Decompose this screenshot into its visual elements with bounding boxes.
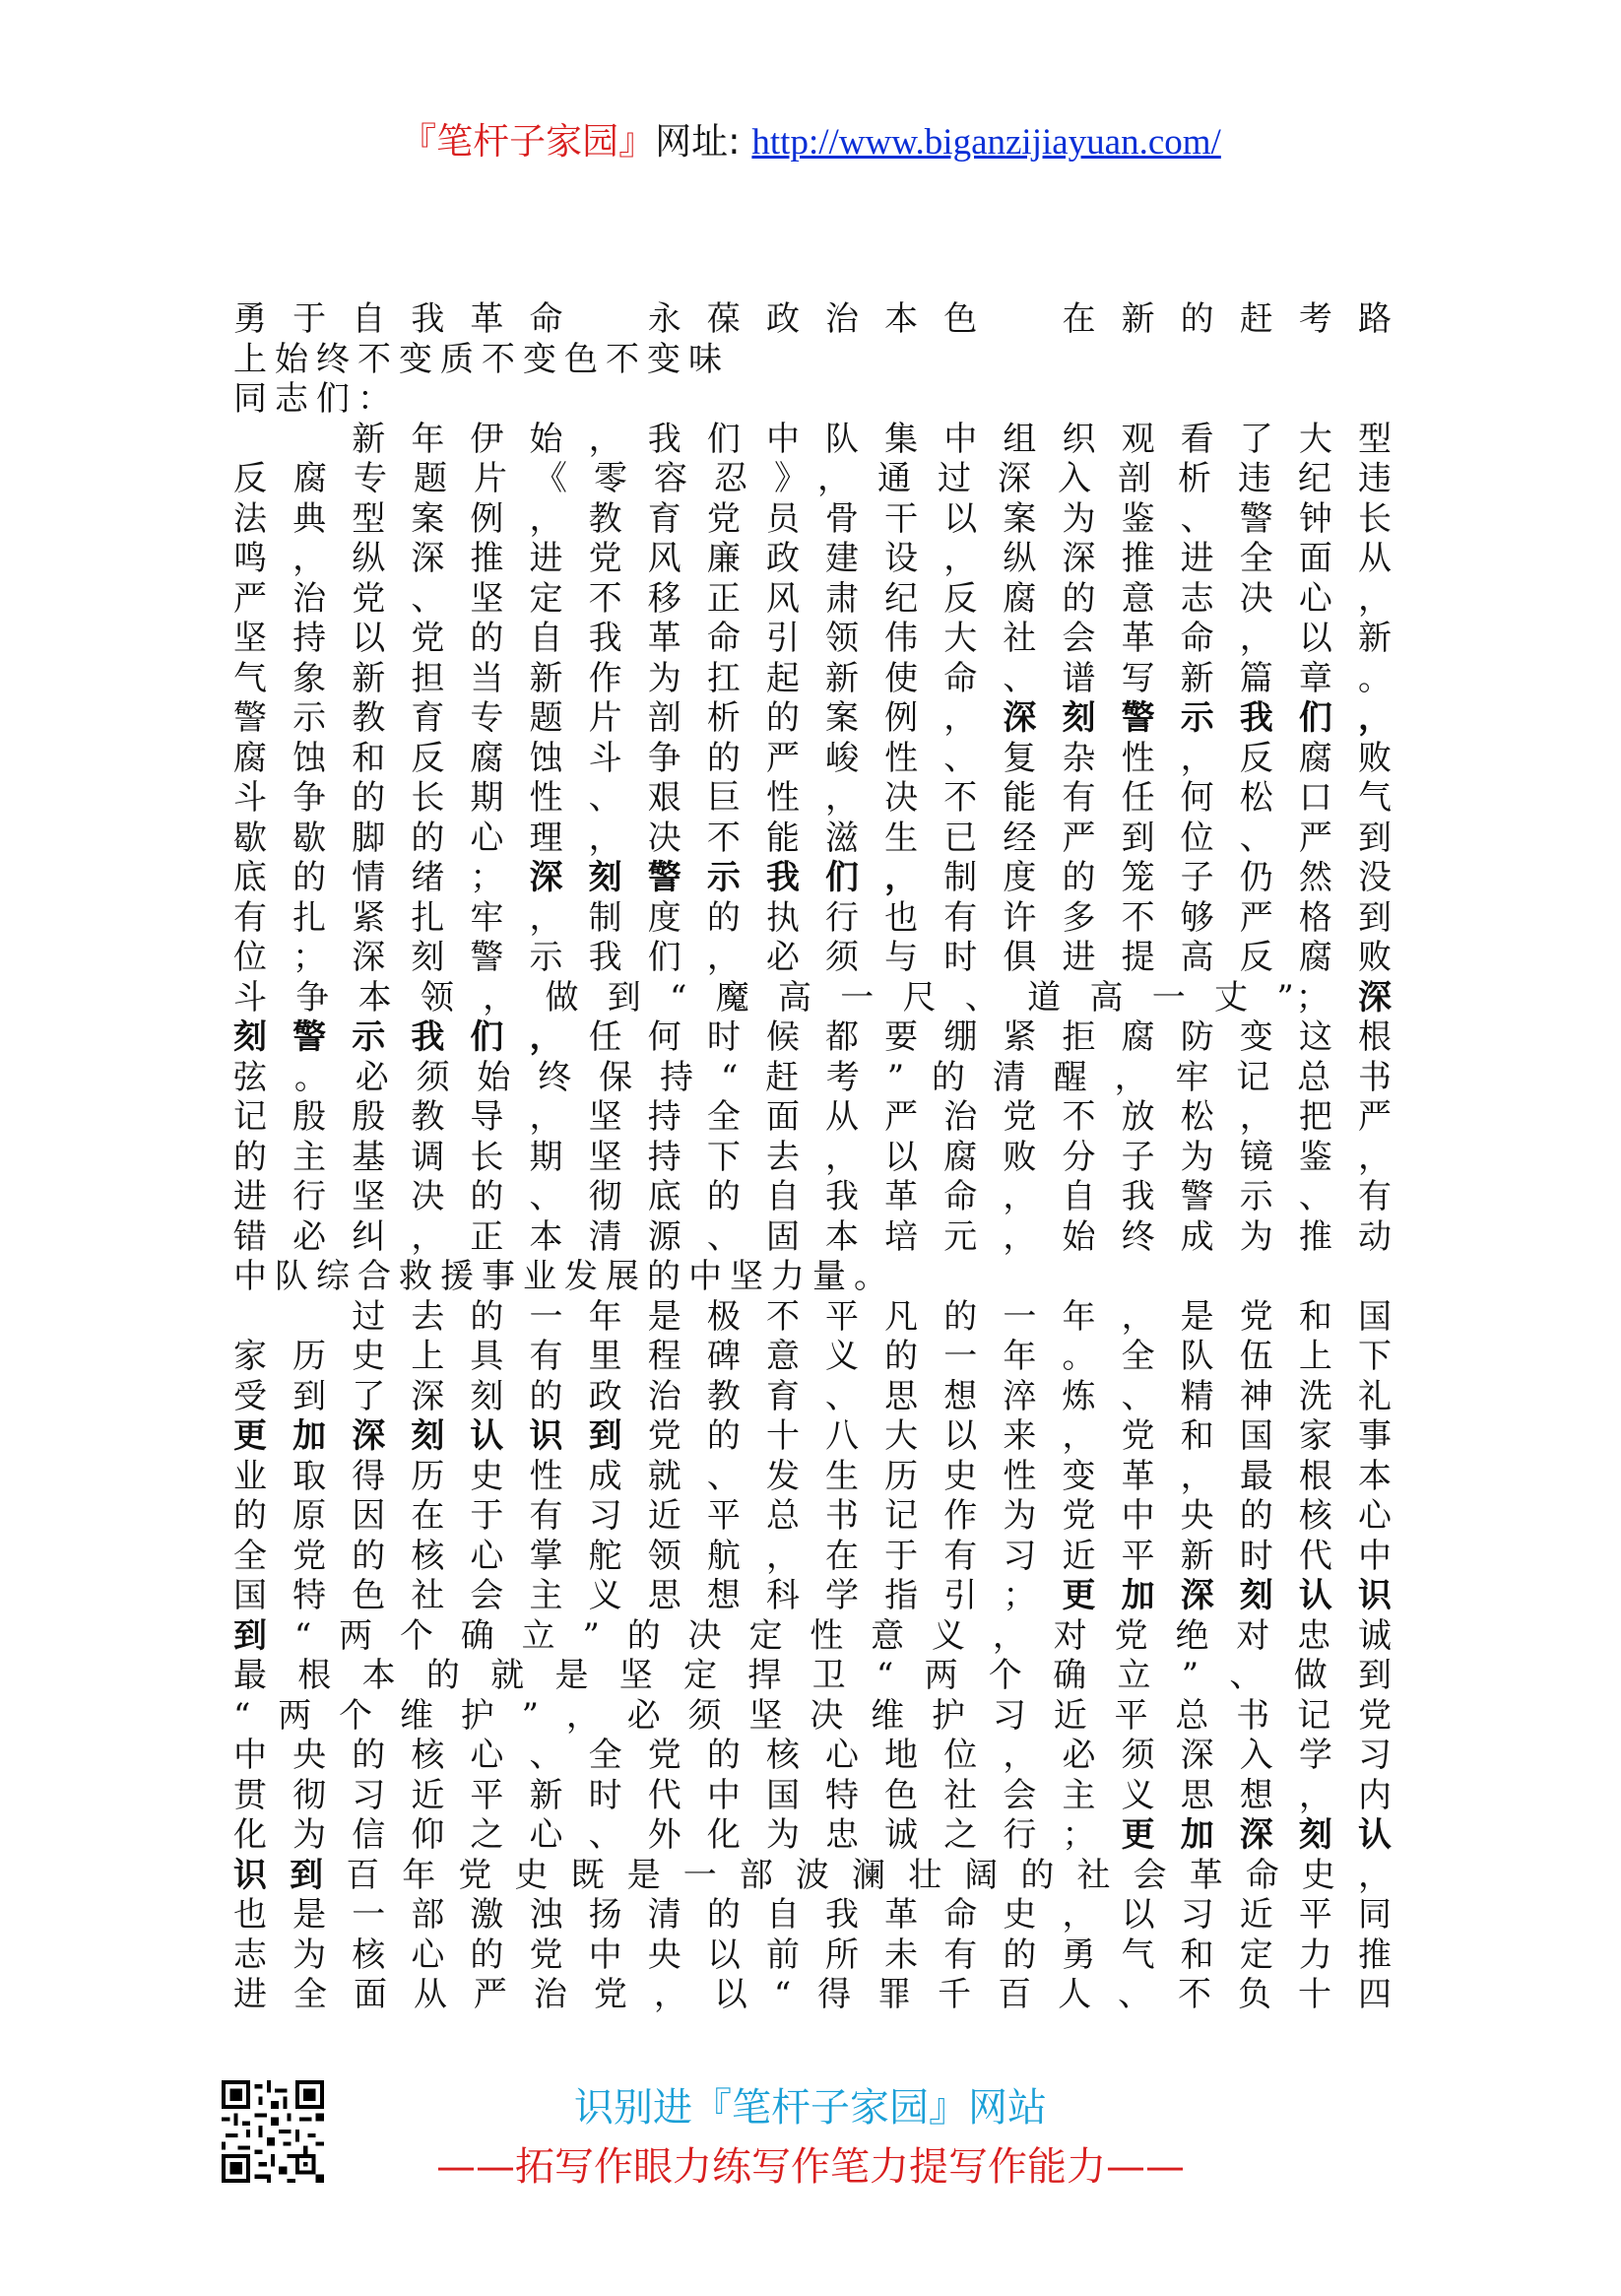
text-line bbox=[233, 1297, 1394, 1338]
text-segment: 的原因在于有习近平总书记作为党中央的核心 bbox=[233, 1496, 1394, 1536]
text-line bbox=[233, 579, 1394, 620]
url-separator: : bbox=[728, 120, 741, 163]
text-line bbox=[233, 898, 1394, 939]
bold-emphasis: 深刻警示我们， bbox=[1003, 698, 1394, 738]
text-segment: 位；深刻警示我们，必须与时俱进提高反腐败 bbox=[233, 938, 1394, 977]
text-segment: 进全面从严治党，以“得罪千百人、不负十四 bbox=[233, 1975, 1394, 2014]
text-line bbox=[233, 819, 1394, 859]
text-line bbox=[233, 1416, 1394, 1457]
url-label: 网址 bbox=[655, 120, 729, 163]
text-line bbox=[233, 299, 1394, 340]
text-line bbox=[233, 1377, 1394, 1417]
text-segment: 化为信仰之心、外化为忠诚之行； bbox=[233, 1815, 1098, 1855]
site-url-link[interactable]: http://www.biganzijiayuan.com/ bbox=[751, 122, 1221, 163]
text-line bbox=[233, 1138, 1394, 1178]
text-segment: 法典型案例，教育党员骨干以案为鉴、警钟长 bbox=[233, 498, 1394, 539]
text-line bbox=[233, 978, 1394, 1018]
text-segment: 党的十八大以来，党和国家事 bbox=[647, 1416, 1394, 1456]
text-line bbox=[233, 1496, 1394, 1537]
text-segment: 家历史上具有里程碑意义的一年。全队伍上下 bbox=[233, 1337, 1394, 1376]
text-line bbox=[233, 499, 1394, 540]
text-line bbox=[233, 340, 1394, 380]
text-line bbox=[233, 1815, 1394, 1856]
text-line bbox=[233, 739, 1394, 779]
text-segment: 底的情绪； bbox=[233, 858, 506, 897]
text-line bbox=[233, 459, 1394, 499]
text-line bbox=[233, 1656, 1394, 1696]
text-segment: 腐蚀和反腐蚀斗争的严峻性、复杂性，反腐败 bbox=[233, 738, 1394, 778]
text-segment: 国特色社会主义思想科学指引； bbox=[233, 1576, 1039, 1615]
text-segment: 上始终不变质不变色不变味 bbox=[233, 339, 730, 379]
page-header bbox=[0, 116, 1621, 168]
text-line bbox=[233, 539, 1394, 579]
text-line bbox=[233, 1257, 1394, 1297]
text-line bbox=[233, 1736, 1394, 1776]
text-segment: 勇于自我革命 永葆政治本色 在新的赶考路 bbox=[233, 299, 1394, 339]
text-segment: “两个维护”，必须坚决维护习近平总书记党 bbox=[233, 1695, 1394, 1736]
text-segment: 中队综合救援事业发展的中坚力量。 bbox=[233, 1257, 895, 1296]
text-segment: 错必纠，正本清源、固本培元，始终成为推动 bbox=[233, 1216, 1394, 1257]
text-line bbox=[233, 698, 1394, 739]
text-segment: 严治党、坚定不移正风肃纪反腐的意志决心， bbox=[233, 578, 1394, 619]
text-segment: 受到了深刻的政治教育、思想淬炼、精神洗礼 bbox=[233, 1376, 1394, 1416]
bold-emphasis: 深刻警示我们， bbox=[505, 858, 944, 897]
text-segment: 斗争的长期性、艰巨性，决不能有任何松口气 bbox=[233, 778, 1394, 818]
text-line bbox=[233, 1097, 1394, 1138]
text-segment: 同志们： bbox=[233, 379, 399, 419]
text-segment: 过去的一年是极不平凡的一年，是党和国 bbox=[233, 1296, 1394, 1337]
text-segment: 最根本的就是坚定捍卫“两个确立”、做到 bbox=[233, 1656, 1394, 1695]
text-line bbox=[233, 1776, 1394, 1816]
text-line bbox=[233, 1457, 1394, 1497]
text-segment: 鸣，纵深推进党风廉政建设，纵深推进全面从 bbox=[233, 539, 1394, 578]
text-segment: 有扎紧扎牢，制度的执行也有许多不够严格到 bbox=[233, 897, 1394, 938]
bold-emphasis: 更加深刻认识 bbox=[1038, 1576, 1394, 1615]
text-segment: 百年党史既是一部波澜壮阔的社会革命史， bbox=[346, 1855, 1394, 1895]
text-segment: 志为核心的党中央以前所未有的勇气和定力推 bbox=[233, 1935, 1394, 1975]
text-segment: 斗争本领，做到“魔高一尺、道高一丈”； bbox=[233, 977, 1331, 1017]
footer-tagline: ——拓写作眼力练写作笔力提写作能力—— bbox=[436, 2144, 1185, 2190]
text-segment: 反腐专题片《零容忍》，通过深入剖析违纪违 bbox=[233, 459, 1394, 498]
text-line bbox=[233, 938, 1394, 978]
text-line bbox=[233, 1975, 1394, 2015]
text-line bbox=[233, 1177, 1394, 1217]
bold-emphasis: 更加深刻认识到 bbox=[233, 1416, 648, 1456]
bold-emphasis: 更加深刻认 bbox=[1097, 1815, 1394, 1855]
text-segment: 记殷殷教导，坚持全面从严治党不放松，把严 bbox=[233, 1097, 1394, 1137]
text-segment: 新年伊始，我们中队集中组织观看了大型 bbox=[233, 419, 1394, 459]
text-segment: 进行坚决的、彻底的自我革命，自我警示、有 bbox=[233, 1177, 1394, 1216]
bold-emphasis: 到 bbox=[233, 1615, 294, 1656]
footer-slogan: 识别进『笔杆子家园』网站 bbox=[574, 2085, 1047, 2131]
text-line bbox=[233, 1058, 1394, 1098]
text-segment: 中央的核心、全党的核心地位，必须深入学习 bbox=[233, 1736, 1394, 1775]
text-segment: 全党的核心掌舵领航，在于有习近平新时代中 bbox=[233, 1536, 1394, 1576]
text-line bbox=[233, 1935, 1394, 1976]
text-segment: 也是一部激浊扬清的自我革命史，以习近平同 bbox=[233, 1895, 1394, 1935]
text-line bbox=[233, 858, 1394, 898]
text-line bbox=[233, 1337, 1394, 1377]
text-segment: 制度的笼子仍然没 bbox=[943, 858, 1394, 897]
text-line bbox=[233, 778, 1394, 819]
article-body bbox=[233, 299, 1394, 2015]
text-line bbox=[233, 1856, 1394, 1896]
text-segment: 弦。必须始终保持“赶考”的清醒，牢记总书 bbox=[233, 1057, 1394, 1097]
text-segment: 任何时候都要绷紧拒腐防变这根 bbox=[588, 1017, 1394, 1057]
text-segment: 业取得历史性成就、发生历史性变革，最根本 bbox=[233, 1456, 1394, 1496]
text-line bbox=[233, 420, 1394, 460]
text-line bbox=[233, 1217, 1394, 1258]
text-segment: 坚持以党的自我革命引领伟大社会革命，以新 bbox=[233, 619, 1394, 658]
text-line bbox=[233, 1696, 1394, 1737]
text-segment: 的主基调长期坚持下去，以腐败分子为镜鉴， bbox=[233, 1137, 1394, 1177]
text-line bbox=[233, 1537, 1394, 1577]
text-segment: 气象新担当新作为扛起新使命、谱写新篇章。 bbox=[233, 658, 1394, 698]
text-line bbox=[233, 1576, 1394, 1616]
bold-emphasis: 深 bbox=[1330, 977, 1394, 1017]
bold-emphasis: 刻警示我们， bbox=[233, 1017, 589, 1057]
text-segment: 歇歇脚的心理，决不能滋生已经严到位、严到 bbox=[233, 818, 1394, 858]
text-line bbox=[233, 1895, 1394, 1935]
bold-emphasis: 识到 bbox=[233, 1855, 347, 1895]
text-segment: 警示教育专题片剖析的案例， bbox=[233, 698, 1004, 738]
text-line bbox=[233, 1017, 1394, 1058]
text-line bbox=[233, 619, 1394, 659]
site-name: 『笔杆子家园』 bbox=[400, 120, 656, 163]
text-line bbox=[233, 379, 1394, 420]
text-segment: 贯彻习近平新时代中国特色社会主义思想，内 bbox=[233, 1775, 1394, 1815]
text-line bbox=[233, 1616, 1394, 1657]
text-segment: “两个确立”的决定性意义，对党绝对忠诚 bbox=[293, 1615, 1394, 1656]
text-line bbox=[233, 659, 1394, 699]
